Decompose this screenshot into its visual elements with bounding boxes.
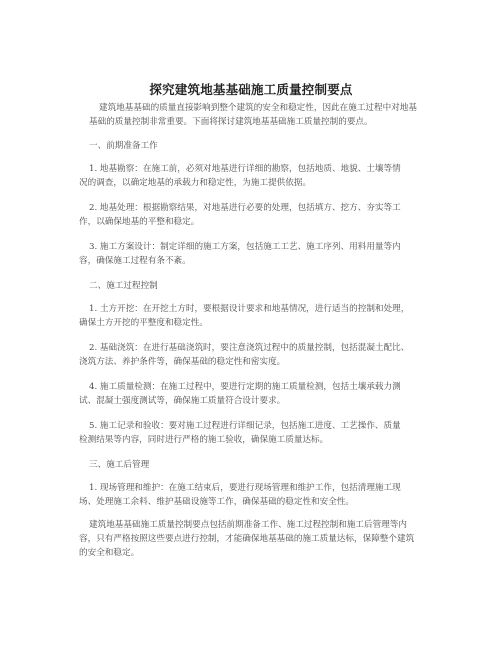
list-item xyxy=(79,240,419,268)
conclusion-line: 的安全和稳定。 xyxy=(79,548,140,558)
section-heading: 一、前期准备工作 xyxy=(89,141,158,151)
list-item xyxy=(79,481,419,509)
list-item-line: 容，确保施工过程有条不紊。 xyxy=(79,256,191,266)
conclusion-line: 容，只有严格按照这些要点进行控制，才能确保地基基础的施工质量达标，保障整个建筑 xyxy=(79,534,415,544)
conclusion-line: 建筑地基基础施工质量控制要点包括前期准备工作、施工过程控制和施工后管理等内 xyxy=(89,520,407,530)
list-item-line: 场、处理施工余料、维护基础设施等工作，确保基础的稳定性和安全性。 xyxy=(79,497,355,507)
list-item xyxy=(79,162,419,190)
document-title: 探究建筑地基基础施工质量控制要点 xyxy=(149,82,353,97)
section-heading: 三、施工后管理 xyxy=(89,460,150,470)
list-item-line: 试、混凝土强度测试等，确保施工质量符合设计要求。 xyxy=(79,396,286,406)
intro-line: 建筑地基基础的质量直接影响到整个建筑的安全和稳定性，因此在施工过程中对地基 xyxy=(99,103,417,113)
list-item xyxy=(79,302,419,330)
list-item-line: 3. 施工方案设计：制定详细的施工方案，包括施工工艺、施工序列、用料用量等内 xyxy=(89,242,401,252)
list-item-line: 1. 土方开挖：在开挖土方时，要根据设计要求和地基情况，进行适当的控制和处理， xyxy=(89,304,410,314)
list-item-line: 1. 现场管理和维护：在施工结束后，要进行现场管理和维护工作，包括清理施工现 xyxy=(89,483,401,493)
list-item-line: 检测结果等内容，同时进行严格的施工验收，确保施工质量达标。 xyxy=(79,435,329,445)
list-item xyxy=(79,201,419,229)
list-item-line: 1. 地基勘察：在施工前，必须对地基进行详细的勘察，包括地质、地貌、土壤等情 xyxy=(89,164,401,174)
list-item xyxy=(79,341,419,369)
list-item-line: 确保土方开挖的平整度和稳定性。 xyxy=(79,318,208,328)
list-item-line: 5. 施工记录和验收：要对施工过程进行详细记录，包括施工进度、工艺操作、质量 xyxy=(89,421,401,431)
list-item-line: 浇筑方法、养护条件等，确保基础的稳定性和密实度。 xyxy=(79,357,286,367)
section-heading: 二、施工过程控制 xyxy=(89,281,158,291)
list-item-line: 作，以确保地基的平整和稳定。 xyxy=(79,217,200,227)
intro-line: 基础的质量控制非常重要。下面将探讨建筑地基基础施工质量控制的要点。 xyxy=(89,117,373,127)
conclusion-paragraph xyxy=(79,518,419,560)
intro-paragraph xyxy=(89,101,419,129)
list-item-line: 4. 施工质量检测：在施工过程中，要进行定期的施工质量检测，包括土壤承载力测 xyxy=(89,382,401,392)
list-item-line: 2. 地基处理：根据勘察结果，对地基进行必要的处理，包括填方、挖方、夯实等工 xyxy=(89,203,401,213)
list-item-line: 2. 基础浇筑：在进行基础浇筑时，要注意浇筑过程中的质量控制，包括混凝土配比、 xyxy=(89,343,410,353)
list-item xyxy=(79,419,419,447)
list-item-line: 况的调查，以确定地基的承载力和稳定性，为施工提供依据。 xyxy=(79,178,312,188)
list-item xyxy=(79,380,419,408)
